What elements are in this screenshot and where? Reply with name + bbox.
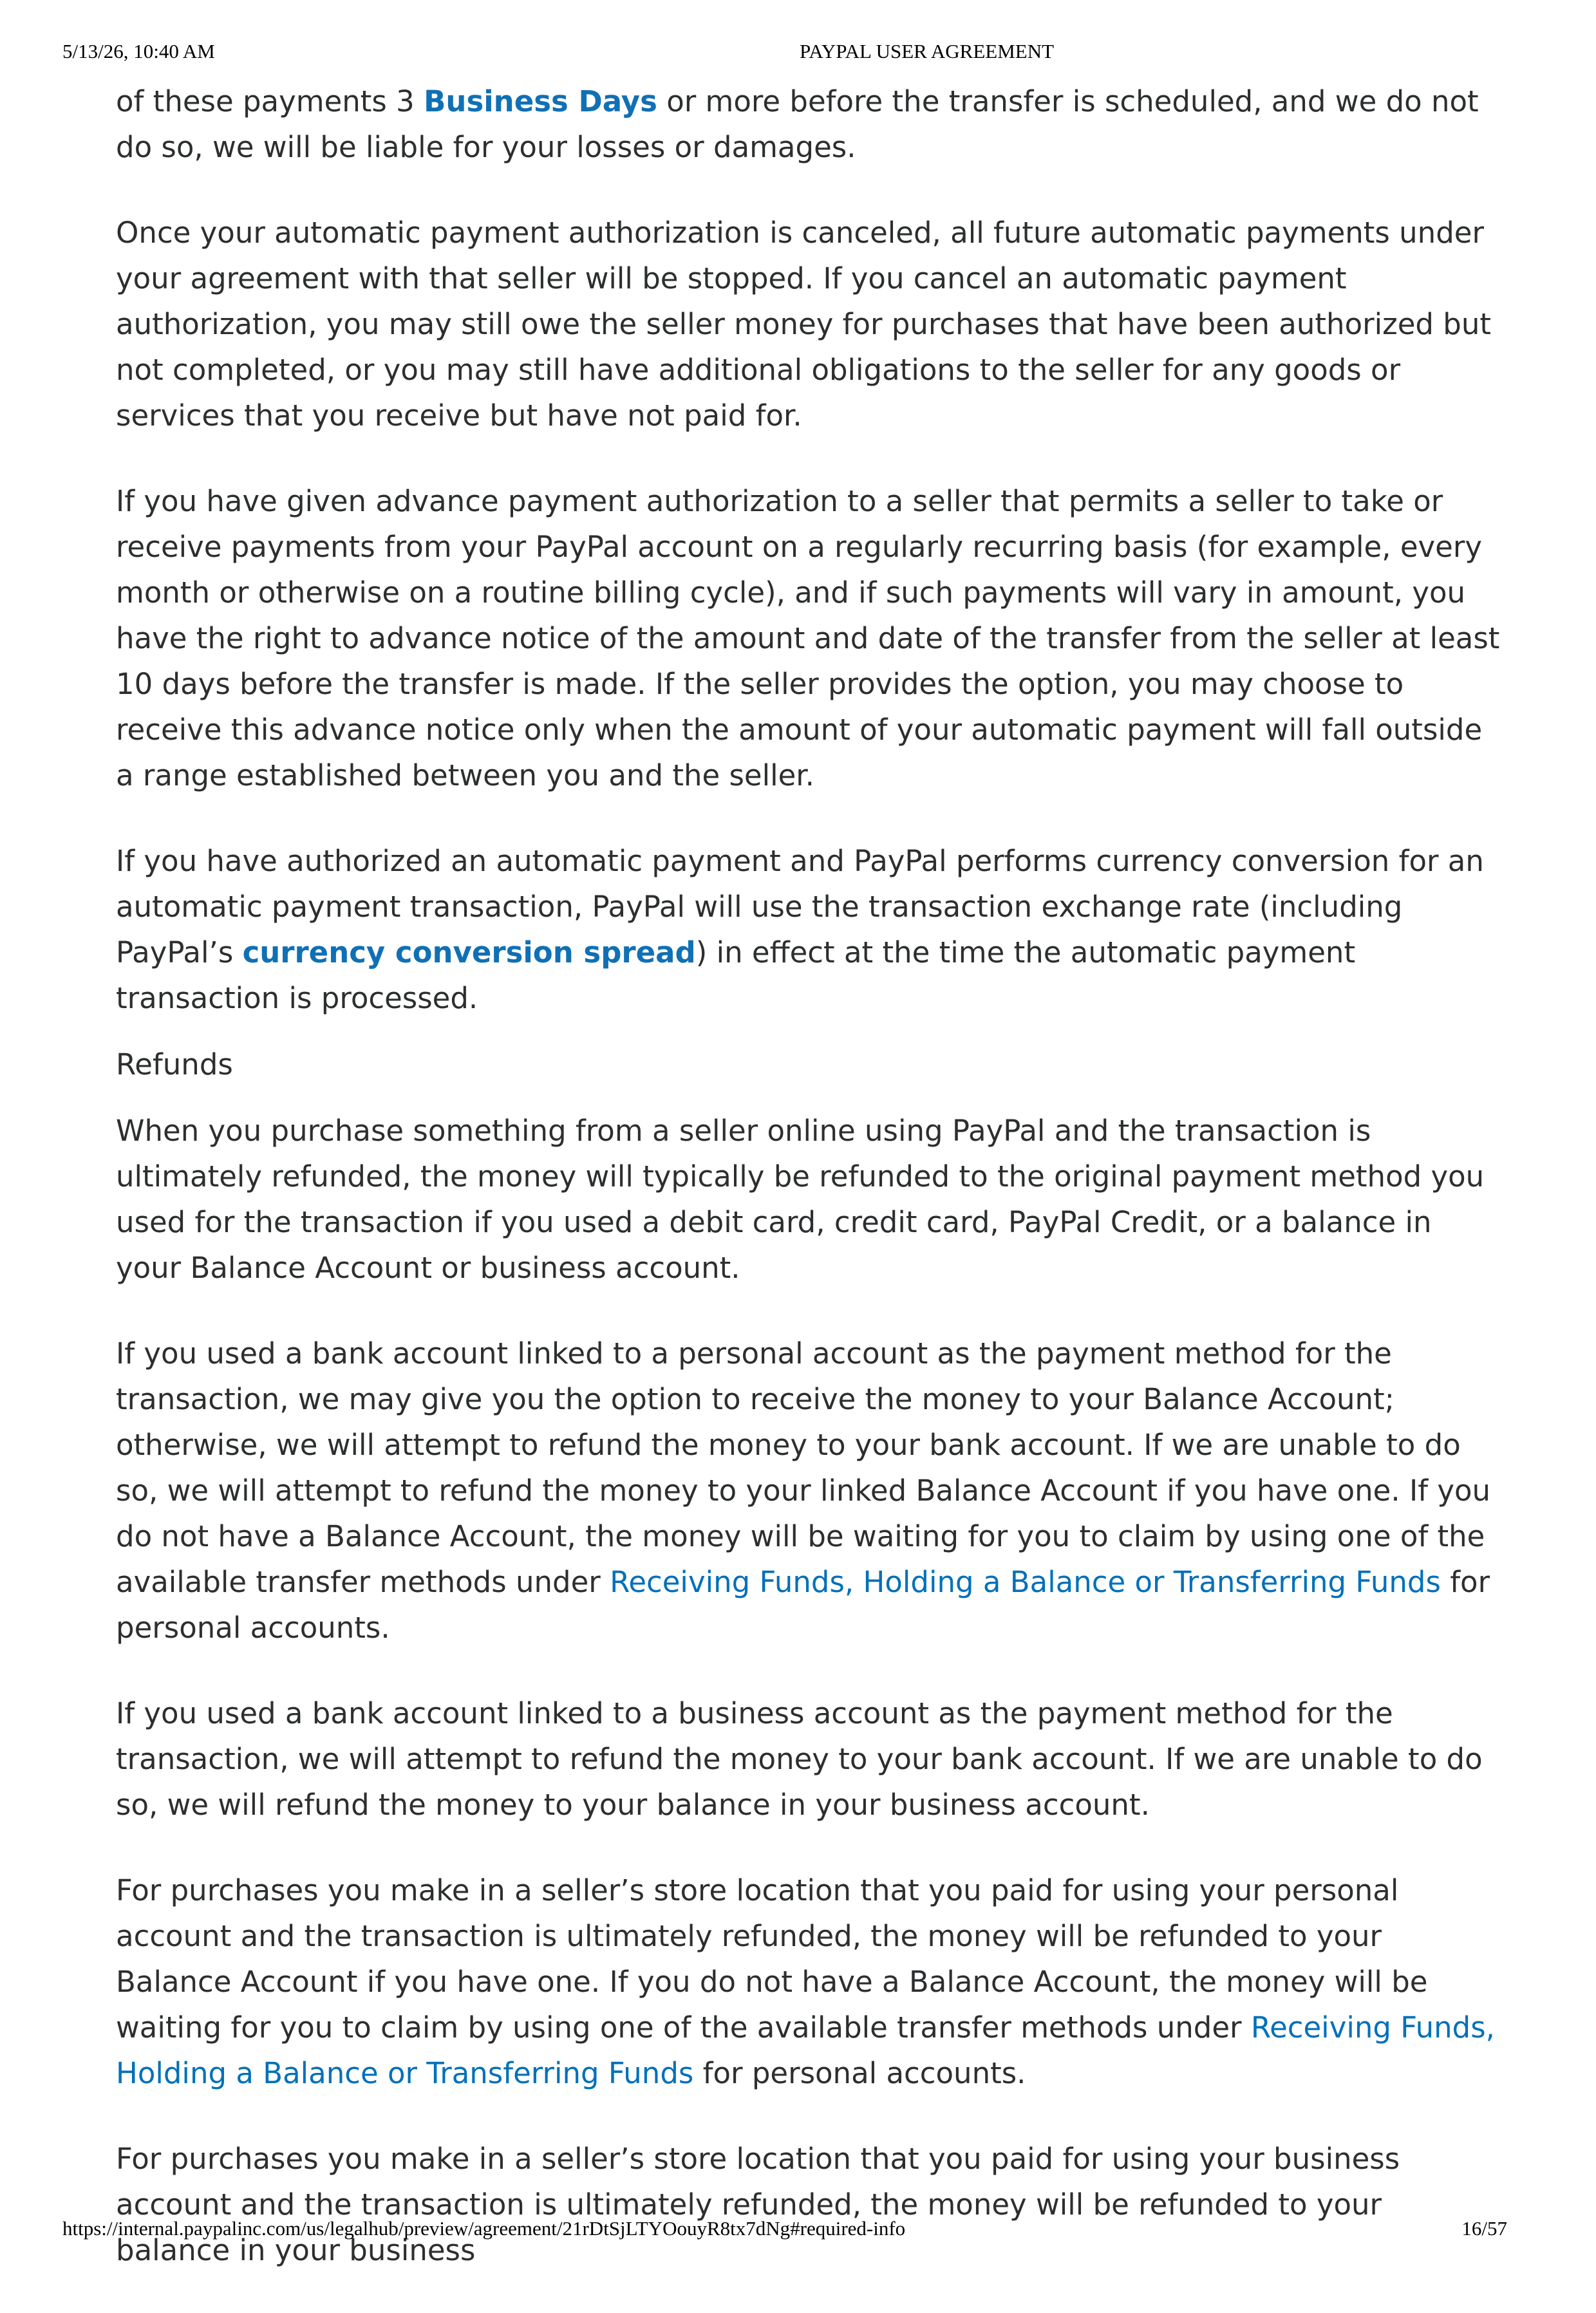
- text-segment: of these payments 3: [116, 84, 424, 118]
- text-segment: If you used a bank account linked to a personal account as the payment method for the transaction, we may give you the option to receive the money to your Balance Account; otherwise, we will attempt to refund the money to your bank account. If we are unable to do so, we will attempt to refund the money to your linked Balance Account if you have one. If you do not have a Balance Account, the money will be waiting for you to claim by using one of the available transfer methods under: [116, 1336, 1491, 1599]
- receiving-funds-link[interactable]: Receiving Funds, Holding a Balance or Transferring Funds: [610, 1565, 1441, 1599]
- refunds-heading: Refunds: [116, 1047, 233, 1082]
- text-segment: If you have authorized an automatic payment and PayPal performs currency conversion for an automatic payment transaction, PayPal will use the transaction exchange rate (including PayPal’s: [116, 844, 1484, 969]
- paragraph-cancel-authorization: Once your automatic payment authorization is canceled, all future automatic payments under your agreement with that seller will be stopped. If you cancel an automatic payment authorization, you may still owe the seller money for purchases that have been authorized but not completed, or you may still have additional obligations to the seller for any goods or services that you receive but have not paid for.: [116, 216, 1492, 433]
- print-title: PAYPAL USER AGREEMENT: [799, 40, 1055, 62]
- paragraph-advance-notice-liability: [116, 79, 1500, 170]
- text-segment: ) in effect at the time the automatic payment transaction is processed.: [116, 935, 1356, 1015]
- paragraph-online-refunds: When you purchase something from a seller online using PayPal and the transaction is ultimately refunded, the money will typically be refunded to the original payment method you used for the transaction if you used a debit card, credit card, PayPal Credit, or a balance in your Balance Account or business account.: [116, 1114, 1485, 1285]
- paragraph-personal-bank-refunds: [116, 1331, 1500, 1651]
- print-url: https://internal.paypalinc.com/us/legalhub/preview/agreement/21rDtSjLTYOouyR8tx7dNg#required-info: [62, 2217, 906, 2240]
- currency-conversion-spread-link[interactable]: currency conversion spread: [242, 935, 696, 969]
- text-segment: for personal accounts.: [693, 2056, 1026, 2090]
- paragraph-advance-payment-notice: If you have given advance payment authorization to a seller that permits a seller to take or receive payments from your PayPal account on a regularly recurring basis (for example, every month or otherwise on a routine billing cycle), and if such payments will vary in amount, you have the right to advance notice of the amount and date of the transfer from the seller at least 10 days before the transfer is made. If the seller provides the option, you may choose to receive this advance notice only when the amount of your automatic payment will fall outside a range established between you and the seller.: [116, 484, 1500, 792]
- business-days-link[interactable]: Business Days: [424, 84, 657, 118]
- text-segment: For purchases you make in a seller’s store location that you paid for using your personal account and the transaction is ultimately refunded, the money will be refunded to your Balance Account if you have one. If you do not have a Balance Account, the money will be waiting for you to claim by using one of the available transfer methods under: [116, 1873, 1428, 2045]
- receiving-funds-link[interactable]: Receiving Funds, Holding a Balance or Transferring Funds: [116, 2010, 1495, 2090]
- agreement-body: [116, 79, 1500, 2313]
- print-datetime: 5/13/26, 10:40 AM: [62, 40, 215, 62]
- paragraph-business-bank-refunds: If you used a bank account linked to a business account as the payment method for the transaction, we will attempt to refund the money to your bank account. If we are unable to do so, we will refund the money to your balance in your business account.: [116, 1696, 1483, 1822]
- paragraph-store-personal-refunds: [116, 1868, 1500, 2096]
- page-number: 16/57: [1461, 2217, 1507, 2240]
- paragraph-currency-conversion: [116, 838, 1500, 1021]
- paragraph-store-business-refunds: For purchases you make in a seller’s store location that you paid for using your business account and the transaction is ultimately refunded, the money will be refunded to your balance in your business: [116, 2142, 1400, 2267]
- text-segment: or more before the transfer is scheduled, and we do not do so, we will be liable for your losses or damages.: [116, 84, 1479, 164]
- text-segment: for personal accounts.: [116, 1565, 1490, 1645]
